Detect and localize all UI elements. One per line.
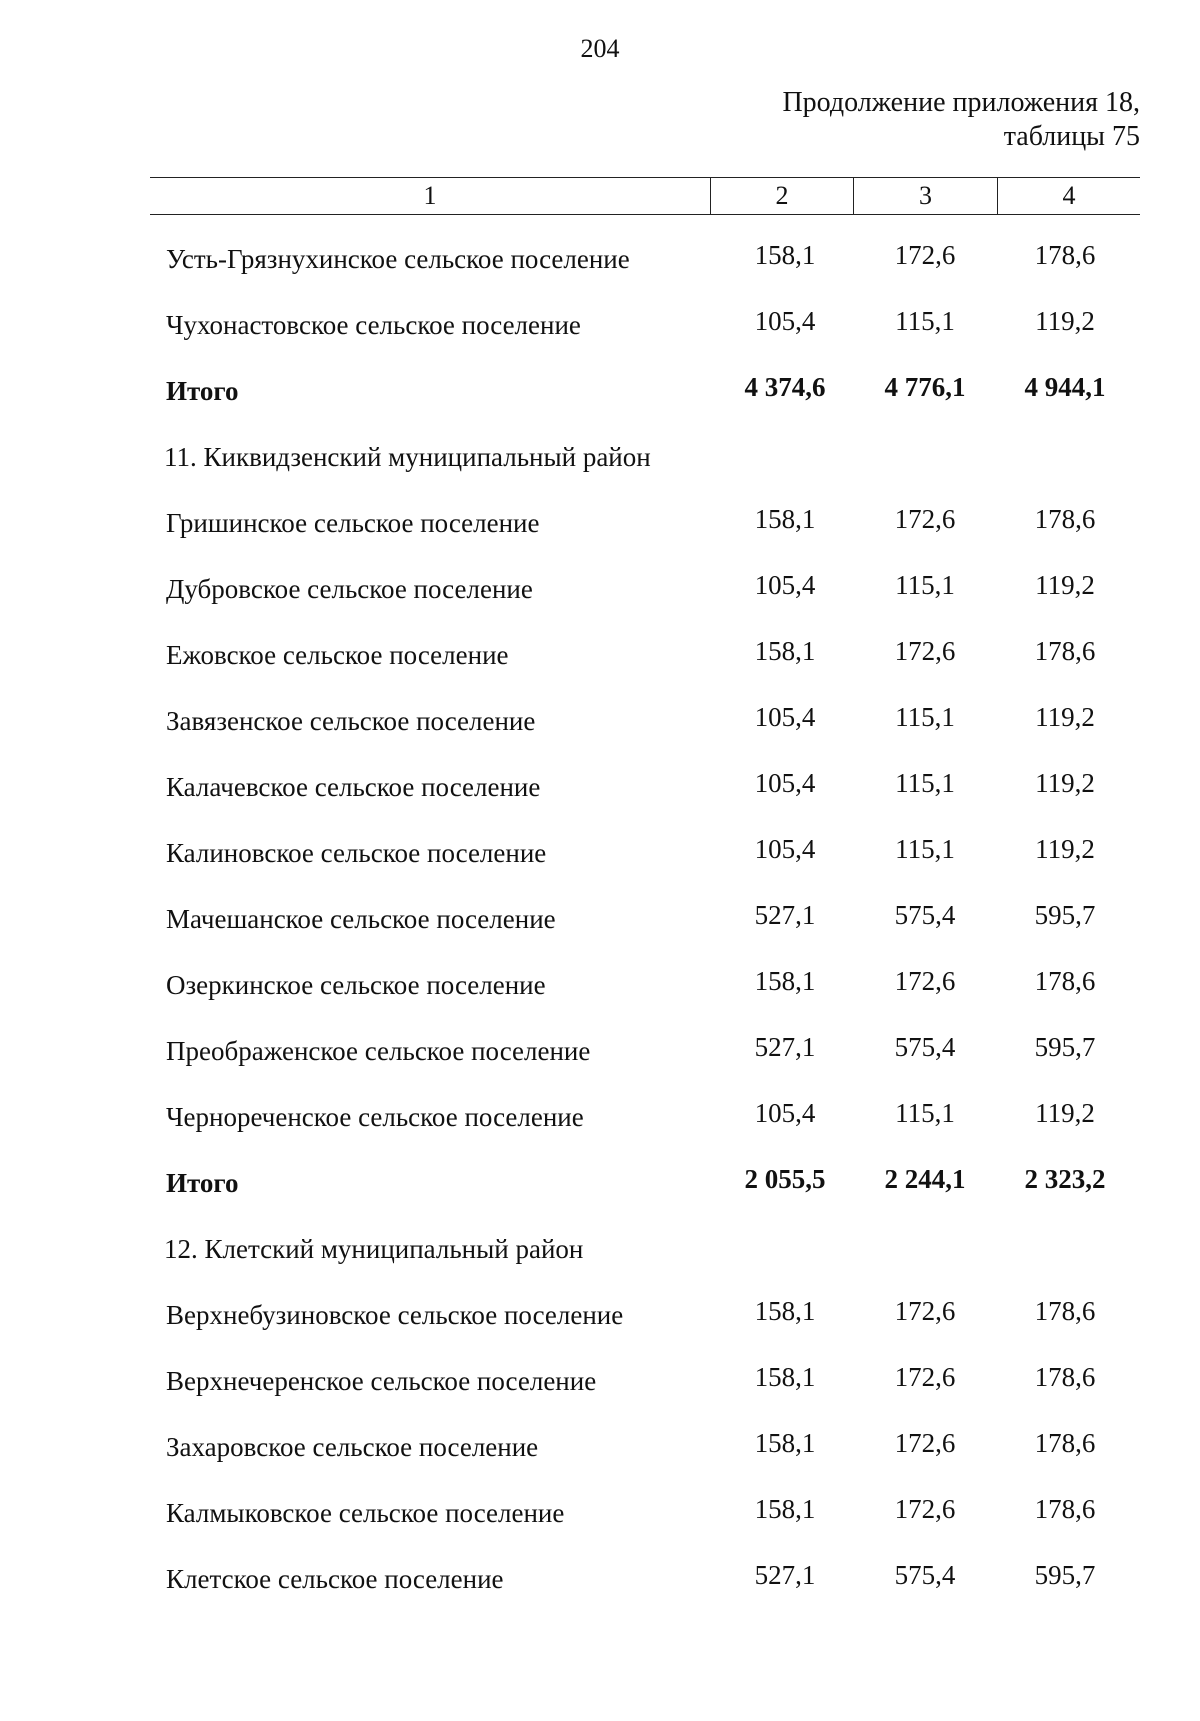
table-row <box>0 692 1200 758</box>
row-label: Дубровское сельское поселение <box>166 574 533 604</box>
cell-col-4: 178,6 <box>1034 1296 1096 1326</box>
cell-col-4: 595,7 <box>1034 1560 1096 1590</box>
row-label: Озеркинское сельское поселение <box>166 970 546 1000</box>
cell-col-3: 115,1 <box>895 834 955 864</box>
cell-col-3: 172,6 <box>894 240 956 270</box>
cell-col-4: 119,2 <box>1035 570 1095 600</box>
cell-col-2: 105,4 <box>754 834 816 864</box>
table-row <box>0 890 1200 956</box>
cell-col-4: 4 944,1 <box>1024 372 1106 402</box>
table-row <box>0 758 1200 824</box>
table-row <box>0 1484 1200 1550</box>
total-row <box>0 1154 1200 1220</box>
cell-col-2: 105,4 <box>754 1098 816 1128</box>
cell-col-3: 172,6 <box>894 1428 956 1458</box>
row-label: Захаровское сельское поселение <box>166 1432 539 1462</box>
total-label: Итого <box>166 1168 239 1198</box>
row-label: Завязенское сельское поселение <box>166 706 536 736</box>
page-number: 204 <box>580 34 620 63</box>
cell-col-2: 105,4 <box>754 768 816 798</box>
cell-col-2: 158,1 <box>754 1296 816 1326</box>
continuation-line-2: таблицы 75 <box>1003 121 1140 152</box>
continuation-heading <box>782 86 1140 154</box>
cell-col-2: 527,1 <box>754 1560 816 1590</box>
row-label: Гришинское сельское поселение <box>166 508 540 538</box>
cell-col-4: 119,2 <box>1035 834 1095 864</box>
cell-col-3: 172,6 <box>894 966 956 996</box>
table-row <box>0 1352 1200 1418</box>
row-label: Калачевское сельское поселение <box>166 772 541 802</box>
cell-col-2: 158,1 <box>754 504 816 534</box>
continuation-line-1: Продолжение приложения 18, <box>782 87 1140 118</box>
cell-col-2: 105,4 <box>754 306 816 336</box>
row-label: Мачешанское сельское поселение <box>166 904 556 934</box>
header-col-1: 1 <box>423 181 437 210</box>
table-row <box>0 956 1200 1022</box>
table-body <box>0 230 1200 1616</box>
cell-col-4: 178,6 <box>1034 1362 1096 1392</box>
row-label: Чухонастовское сельское поселение <box>166 310 581 340</box>
cell-col-4: 2 323,2 <box>1024 1164 1106 1194</box>
table-row <box>0 1286 1200 1352</box>
cell-col-3: 2 244,1 <box>884 1164 966 1194</box>
cell-col-4: 119,2 <box>1035 1098 1095 1128</box>
cell-col-2: 105,4 <box>754 702 816 732</box>
cell-col-2: 527,1 <box>754 1032 816 1062</box>
cell-col-3: 575,4 <box>894 1032 956 1062</box>
cell-col-3: 575,4 <box>894 900 956 930</box>
cell-col-2: 158,1 <box>754 1362 816 1392</box>
cell-col-3: 115,1 <box>895 768 955 798</box>
cell-col-4: 119,2 <box>1035 702 1095 732</box>
cell-col-3: 115,1 <box>895 1098 955 1128</box>
row-label: Верхнебузиновское сельское поселение <box>166 1300 624 1330</box>
total-label: Итого <box>166 376 239 406</box>
cell-col-3: 575,4 <box>894 1560 956 1590</box>
cell-col-3: 115,1 <box>895 702 955 732</box>
cell-col-3: 172,6 <box>894 504 956 534</box>
cell-col-3: 4 776,1 <box>884 372 966 402</box>
table-row <box>0 230 1200 296</box>
cell-col-2: 4 374,6 <box>744 372 826 402</box>
cell-col-2: 105,4 <box>754 570 816 600</box>
table-row <box>0 824 1200 890</box>
cell-col-2: 158,1 <box>754 1428 816 1458</box>
table-row <box>0 560 1200 626</box>
section-title: 11. Киквидзенский муниципальный район <box>164 442 651 472</box>
table-row <box>0 296 1200 362</box>
row-label: Верхнечеренское сельское поселение <box>166 1366 597 1396</box>
section-title: 12. Клетский муниципальный район <box>164 1234 584 1264</box>
cell-col-4: 119,2 <box>1035 768 1095 798</box>
header-col-3: 3 <box>853 178 997 214</box>
cell-col-3: 172,6 <box>894 1362 956 1392</box>
section-heading-row <box>0 1220 1200 1286</box>
cell-col-4: 178,6 <box>1034 966 1096 996</box>
cell-col-3: 115,1 <box>895 306 955 336</box>
cell-col-2: 158,1 <box>754 636 816 666</box>
section-heading-row <box>0 428 1200 494</box>
table-row <box>0 1022 1200 1088</box>
header-col-2: 2 <box>710 178 853 214</box>
cell-col-2: 158,1 <box>754 966 816 996</box>
cell-col-2: 2 055,5 <box>744 1164 826 1194</box>
cell-col-4: 119,2 <box>1035 306 1095 336</box>
row-label: Чернореченское сельское поселение <box>166 1102 584 1132</box>
row-label: Ежовское сельское поселение <box>166 640 509 670</box>
row-label: Клетское сельское поселение <box>166 1564 504 1594</box>
cell-col-4: 595,7 <box>1034 900 1096 930</box>
cell-col-4: 178,6 <box>1034 636 1096 666</box>
total-row <box>0 362 1200 428</box>
table-header <box>150 177 1140 215</box>
row-label: Усть-Грязнухинское сельское поселение <box>166 244 630 274</box>
cell-col-3: 172,6 <box>894 1296 956 1326</box>
row-label: Преображенское сельское поселение <box>166 1036 591 1066</box>
cell-col-4: 178,6 <box>1034 1494 1096 1524</box>
cell-col-3: 115,1 <box>895 570 955 600</box>
cell-col-2: 158,1 <box>754 1494 816 1524</box>
cell-col-4: 178,6 <box>1034 504 1096 534</box>
cell-col-3: 172,6 <box>894 1494 956 1524</box>
cell-col-4: 178,6 <box>1034 240 1096 270</box>
row-label: Калиновское сельское поселение <box>166 838 547 868</box>
table-row <box>0 1088 1200 1154</box>
table-row <box>0 1418 1200 1484</box>
cell-col-4: 595,7 <box>1034 1032 1096 1062</box>
header-col-4: 4 <box>997 178 1140 214</box>
table-row <box>0 494 1200 560</box>
cell-col-3: 172,6 <box>894 636 956 666</box>
table-row <box>0 1550 1200 1616</box>
cell-col-4: 178,6 <box>1034 1428 1096 1458</box>
row-label: Калмыковское сельское поселение <box>166 1498 565 1528</box>
cell-col-2: 158,1 <box>754 240 816 270</box>
cell-col-2: 527,1 <box>754 900 816 930</box>
table-row <box>0 626 1200 692</box>
